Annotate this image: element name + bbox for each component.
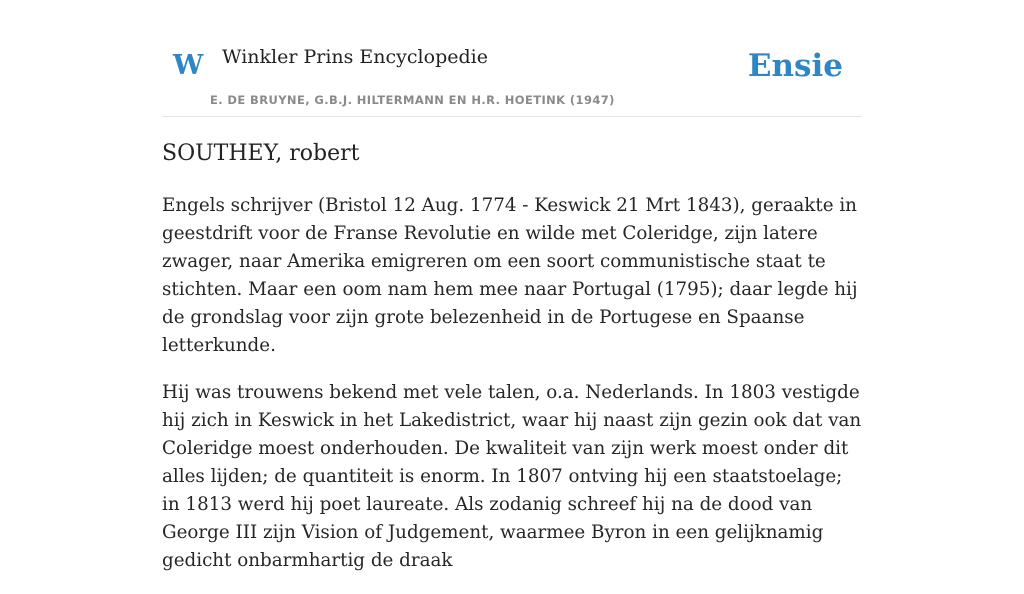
entry-body	[162, 192, 862, 575]
winkler-prins-logo[interactable]: W	[173, 50, 204, 81]
entry-paragraph: Engels schrijver (Bristol 12 Aug. 1774 - Keswick 21 Mrt 1843), geraakte in geestdrift voor de Franse Revolutie en wilde met Coleridge, zijn latere zwager, naar Amerika emigreren om een soort communistische staat te stichten. Maar een oom nam hem mee naar Portugal (1795); daar legde hij de grondslag voor zijn grote belezenheid in de Portugese en Spaanse letterkunde.	[162, 195, 858, 356]
site-header	[162, 0, 862, 117]
book-title-link[interactable]: Winkler Prins Encyclopedie	[222, 46, 488, 68]
entry-title: SOUTHEY, robert	[162, 141, 360, 166]
book-authors: E. DE BRUYNE, G.B.J. HILTERMANN EN H.R. HOETINK (1947)	[210, 93, 615, 107]
ensie-logo[interactable]: Ensie	[747, 48, 843, 84]
article	[162, 138, 862, 594]
entry-paragraph: Hij was trouwens bekend met vele talen, o.a. Nederlands. In 1803 vestigde hij zich in Keswick in het Lakedistrict, waar hij naast zijn gezin ook dat van Coleridge moest onderhouden. De kwaliteit van zijn werk moest onder dit alles lijden; de quantiteit is enorm. In 1807 ontving hij een staatstoelage; in 1813 werd hij poet laureate. Als zodanig schreef hij na de dood van George III zijn Vision of Judgement, waarmee Byron in een gelijknamig gedicht onbarmhartig de draak	[162, 382, 862, 571]
